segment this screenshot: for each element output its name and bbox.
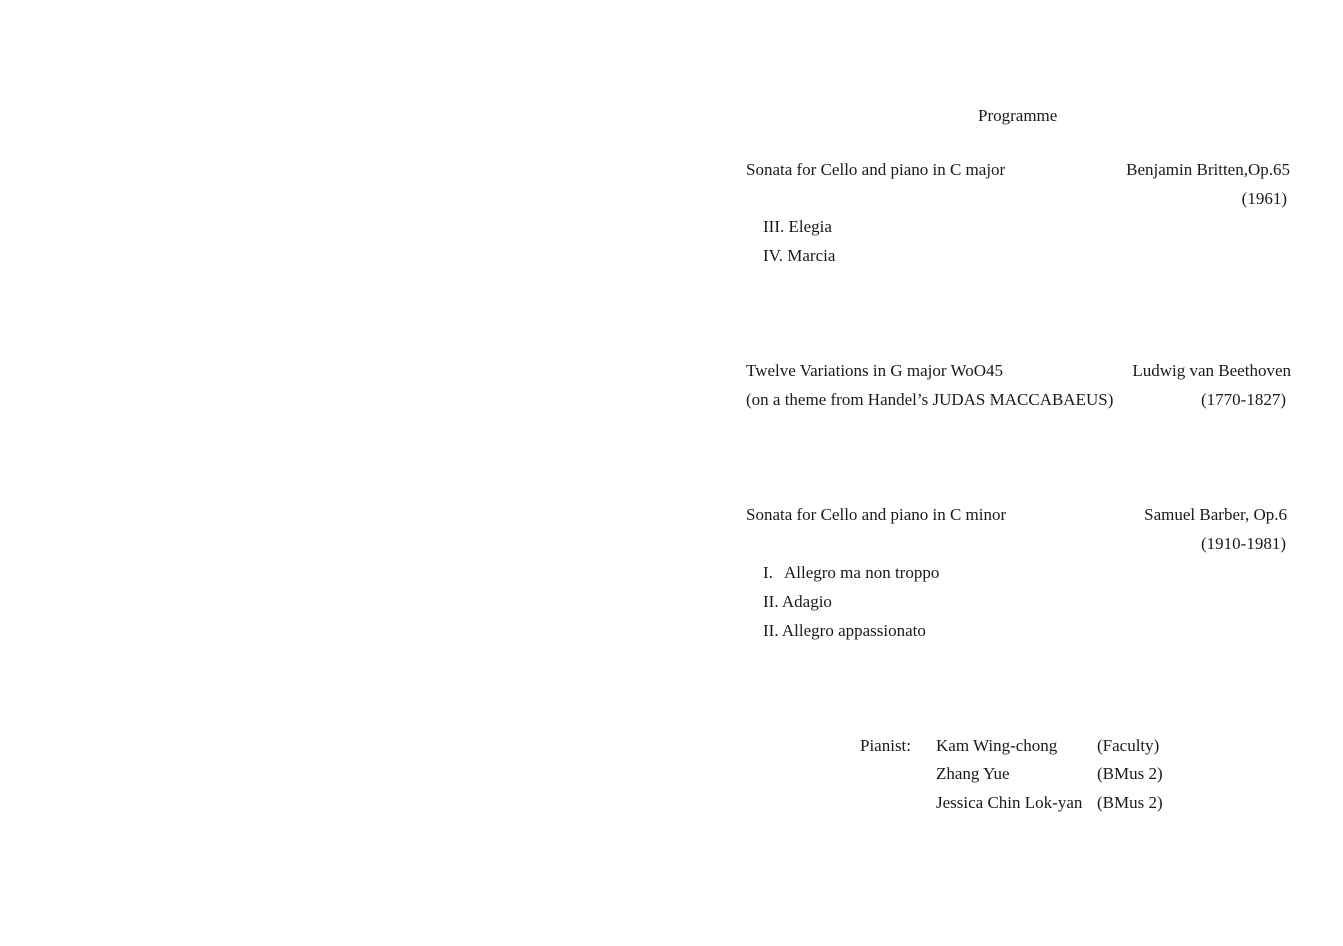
piece-1-composer: Benjamin Britten,Op.65: [1126, 160, 1290, 179]
pianist-role-2: (BMus 2): [1097, 764, 1163, 783]
piece-1-title: Sonata for Cello and piano in C major: [746, 160, 1006, 179]
piece-1-dates: (1961): [1241, 189, 1287, 208]
piece-2-dates: (1770-1827): [1201, 390, 1286, 409]
piece-3-dates: (1910-1981): [1201, 534, 1286, 553]
piece-2-subtitle: (on a theme from Handel’s JUDAS MACCABAEUS): [746, 390, 1114, 409]
pianist-label: Pianist:: [860, 736, 912, 755]
piece-3-movement-2: II. Adagio: [763, 592, 832, 611]
piece-3-movement-1-number: I.: [763, 563, 773, 582]
pianist-role-1: (Faculty): [1097, 736, 1160, 755]
pianist-name-2: Zhang Yue: [936, 764, 1010, 783]
piece-3-title: Sonata for Cello and piano in C minor: [746, 505, 1007, 524]
programme-title: Programme: [978, 106, 1058, 125]
pianist-role-3: (BMus 2): [1097, 793, 1163, 812]
piece-2-composer: Ludwig van Beethoven: [1132, 361, 1291, 380]
pianist-name-1: Kam Wing-chong: [936, 736, 1058, 755]
piece-3-composer: Samuel Barber, Op.6: [1144, 505, 1287, 524]
piece-1-movement-1: III. Elegia: [763, 217, 832, 236]
piece-3-movement-3: II. Allegro appassionato: [763, 621, 926, 640]
pianist-name-3: Jessica Chin Lok-yan: [936, 793, 1083, 812]
piece-3-movement-1-name: Allegro ma non troppo: [784, 563, 940, 582]
piece-2-title: Twelve Variations in G major WoO45: [746, 361, 1003, 380]
piece-1-movement-2: IV. Marcia: [763, 246, 836, 265]
